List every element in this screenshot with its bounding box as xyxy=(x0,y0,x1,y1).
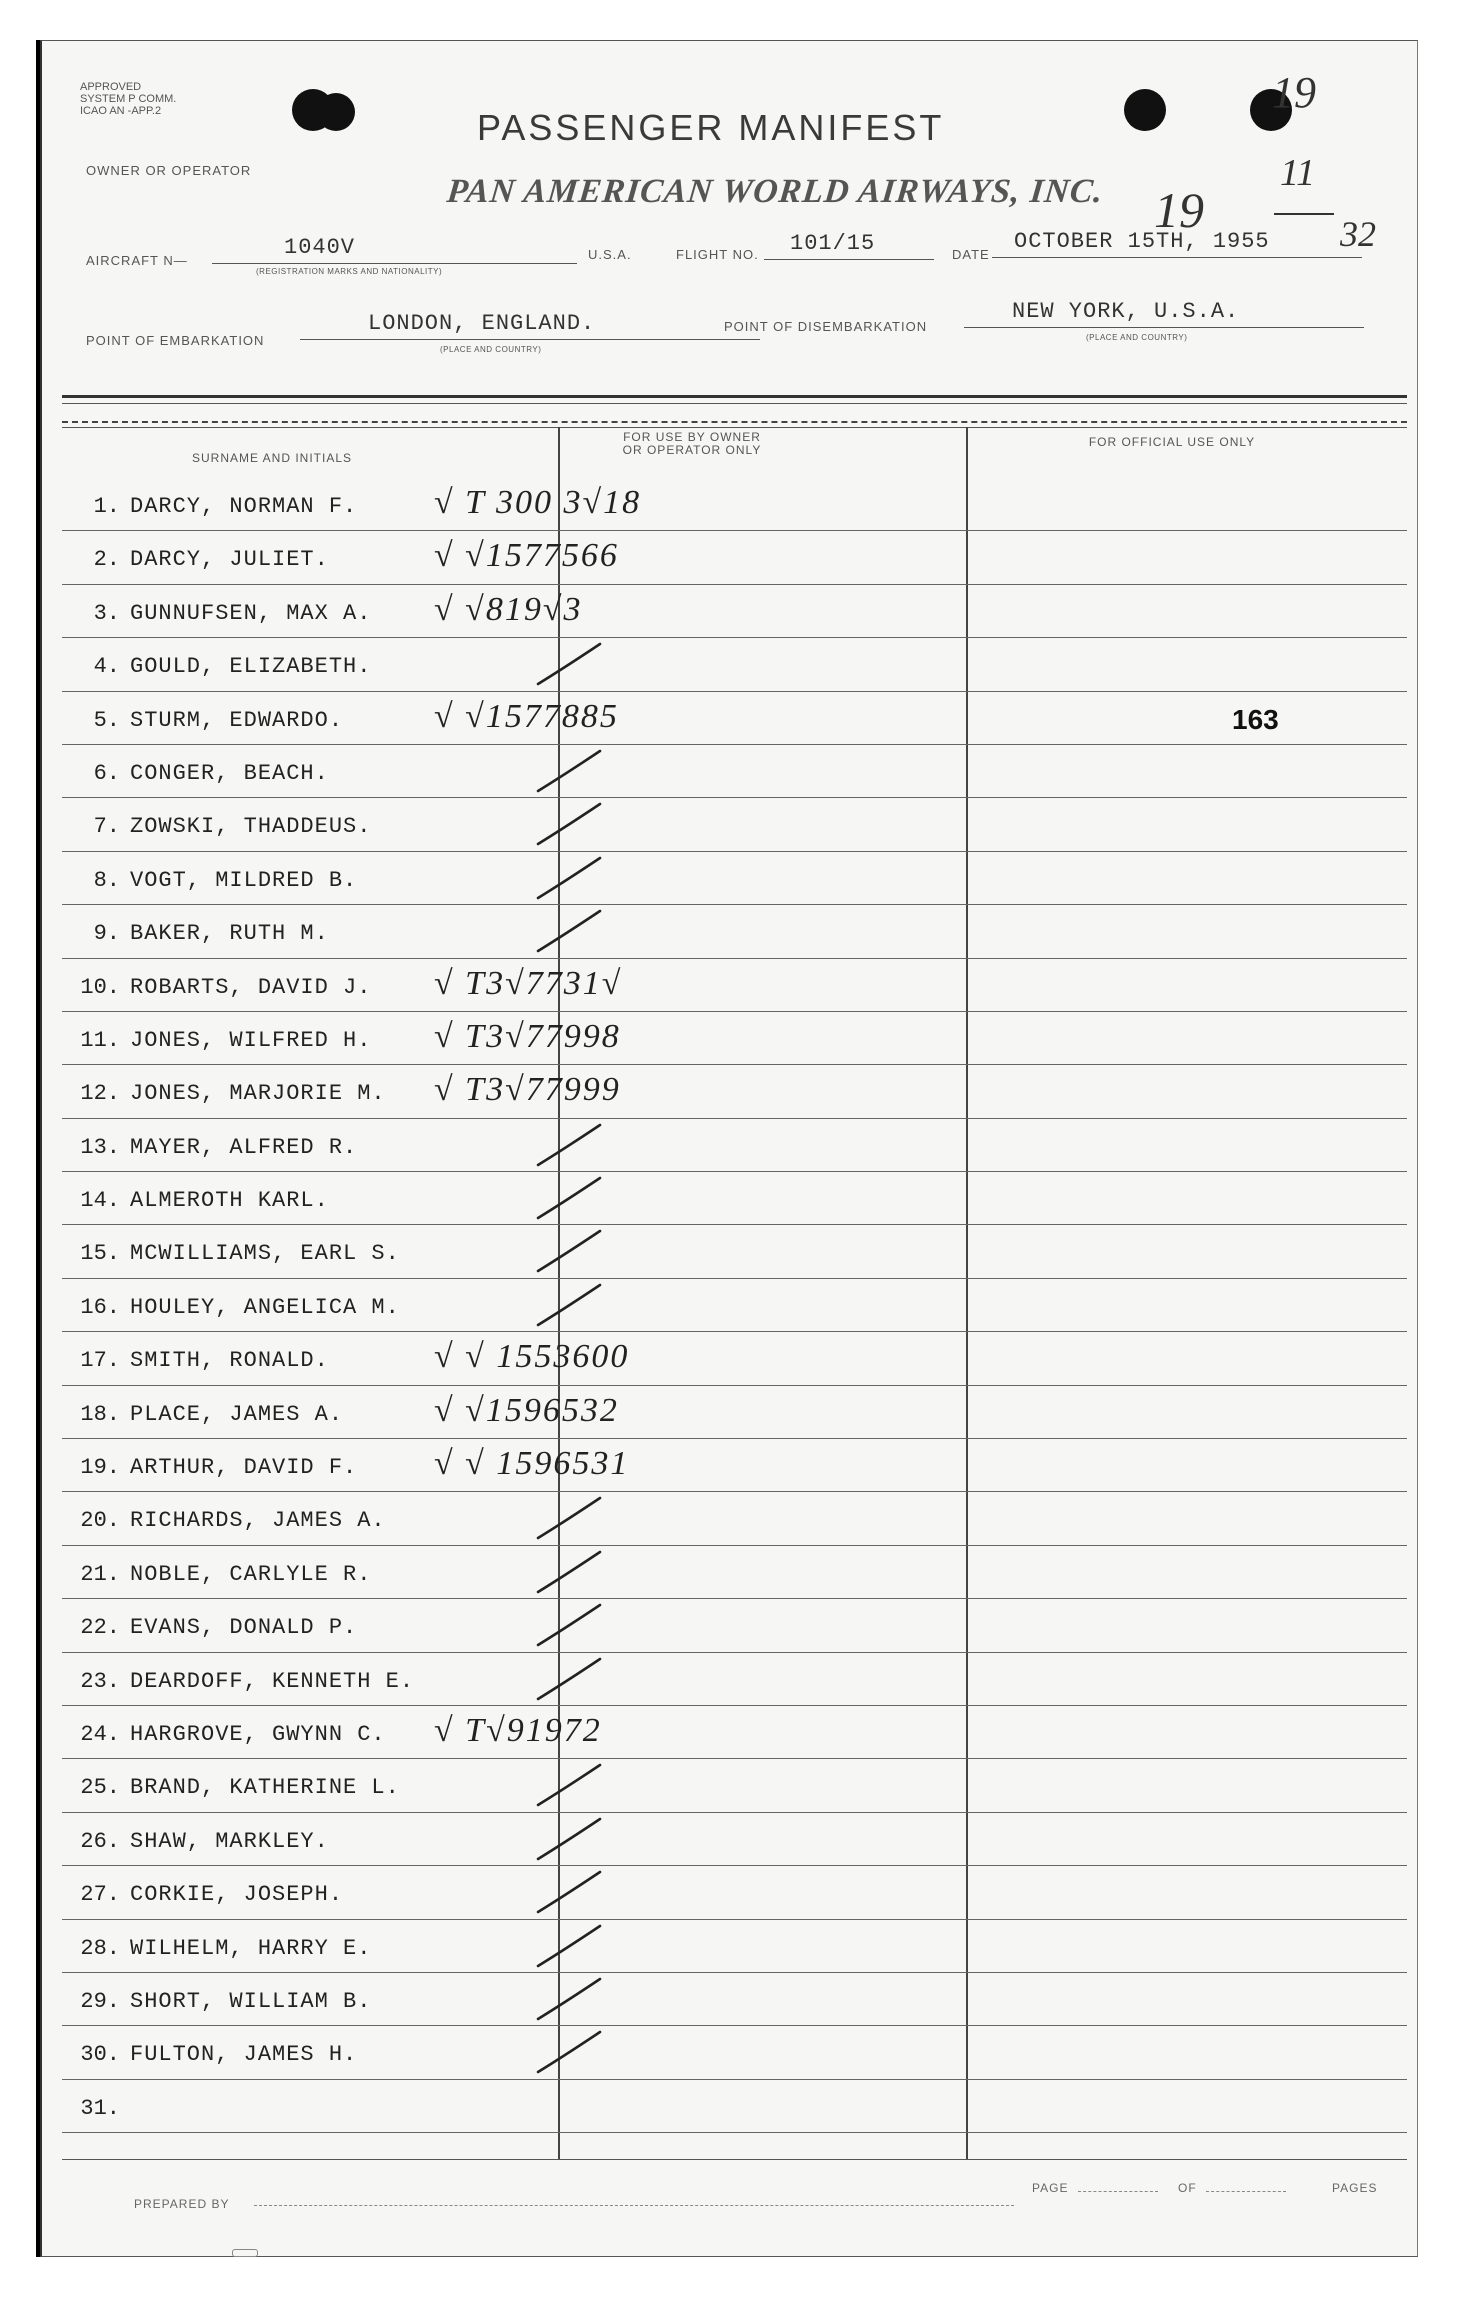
disembarkation-value: NEW YORK, U.S.A. xyxy=(1012,299,1240,324)
operator-notation: √ √819√3 xyxy=(434,590,583,628)
passenger-name: GOULD, ELIZABETH. xyxy=(130,654,372,680)
check-slash-mark xyxy=(534,1601,604,1649)
check-slash-mark xyxy=(534,1281,604,1329)
date-value: OCTOBER 15TH, 1955 xyxy=(1014,229,1270,254)
table-row xyxy=(62,1172,1407,1225)
embarkation-caption: (PLACE AND COUNTRY) xyxy=(440,345,542,354)
row-number: 26. xyxy=(80,1828,120,1854)
row-number: 20. xyxy=(80,1508,120,1534)
table-row xyxy=(62,745,1407,798)
column-header-official: FOR OFFICIAL USE ONLY xyxy=(1088,435,1256,449)
row-number: 19. xyxy=(80,1455,120,1481)
operator-notation: √ T 300 3√18 xyxy=(434,484,642,521)
of-underline xyxy=(1206,2191,1286,2192)
check-slash-mark xyxy=(534,747,604,795)
passenger-name: SMITH, RONALD. xyxy=(130,1348,329,1374)
operator-notation: √ T√91972 xyxy=(434,1711,602,1749)
disembarkation-label: POINT OF DISEMBARKATION xyxy=(724,319,928,334)
check-slash-mark xyxy=(534,1815,604,1863)
column-header-owner xyxy=(562,431,822,457)
aircraft-underline xyxy=(212,263,577,264)
table-row xyxy=(62,1225,1407,1278)
passenger-name: DARCY, NORMAN F. xyxy=(130,494,358,519)
table-rule-top-2 xyxy=(62,403,1407,404)
passenger-name: DARCY, JULIET. xyxy=(130,547,329,573)
row-number: 24. xyxy=(80,1721,120,1747)
check-slash-mark xyxy=(534,800,604,848)
check-slash-mark xyxy=(534,2028,604,2076)
table-row xyxy=(62,1065,1407,1118)
approval-line-3: ICAO AN -APP.2 xyxy=(80,105,162,117)
table-row xyxy=(62,1599,1407,1652)
flight-value: 101/15 xyxy=(790,231,876,256)
handwritten-number-a: 19 xyxy=(1272,68,1316,117)
row-number: 22. xyxy=(80,1615,120,1641)
table-row xyxy=(62,1973,1407,2026)
prepared-by-underline xyxy=(254,2205,1014,2206)
approval-line-1: APPROVED xyxy=(80,81,142,93)
row-number: 21. xyxy=(80,1561,120,1587)
passenger-name: HARGROVE, GWYNN C. xyxy=(130,1721,386,1747)
table-row xyxy=(62,1920,1407,1973)
passenger-name: BAKER, RUTH M. xyxy=(130,921,329,947)
handwritten-number-d: 32 xyxy=(1340,214,1376,254)
row-number: 30. xyxy=(80,2042,120,2068)
disembarkation-caption: (PLACE AND COUNTRY) xyxy=(1086,333,1188,342)
table-row xyxy=(62,1119,1407,1172)
row-rule xyxy=(62,2132,1407,2133)
check-slash-mark xyxy=(534,1121,604,1169)
table-row xyxy=(62,1279,1407,1332)
row-number: 6. xyxy=(93,760,120,786)
passenger-name: CORKIE, JOSEPH. xyxy=(130,1882,344,1908)
table-row xyxy=(62,1546,1407,1599)
row-number: 4. xyxy=(93,654,120,680)
handwritten-number-b: 19 xyxy=(1154,182,1204,238)
passenger-name: EVANS, DONALD P. xyxy=(130,1615,358,1641)
column-header-owner-line1: FOR USE BY OWNER xyxy=(623,430,761,444)
usa-label: U.S.A. xyxy=(588,247,632,262)
table-rule-top xyxy=(62,395,1407,398)
official-use-value: 163 xyxy=(1232,703,1279,735)
operator-notation: √ T3√77999 xyxy=(434,1071,621,1109)
date-underline xyxy=(992,257,1362,258)
table-row xyxy=(62,692,1407,745)
table-row xyxy=(62,585,1407,638)
passenger-name: ARTHUR, DAVID F. xyxy=(130,1455,358,1481)
table-row xyxy=(62,1332,1407,1385)
table-row xyxy=(62,478,1407,531)
operator-notation: √ √ 1553600 xyxy=(434,1338,630,1376)
table-rule-header-2 xyxy=(62,427,1407,428)
operator-notation: √ √1596532 xyxy=(434,1391,619,1429)
embarkation-underline xyxy=(300,339,760,340)
check-slash-mark xyxy=(534,1548,604,1596)
page-underline xyxy=(1078,2191,1158,2192)
passenger-name: MCWILLIAMS, EARL S. xyxy=(130,1241,400,1267)
check-slash-mark xyxy=(534,1761,604,1809)
flight-label: FLIGHT NO. xyxy=(676,247,759,262)
handwritten-number-c: 11 xyxy=(1280,152,1316,194)
passenger-name: NOBLE, CARLYLE R. xyxy=(130,1561,372,1587)
row-number: 25. xyxy=(80,1775,120,1801)
row-number: 2. xyxy=(93,547,120,573)
row-number: 17. xyxy=(80,1348,120,1374)
punch-hole-3 xyxy=(1124,89,1166,131)
passenger-name: ALMEROTH KARL. xyxy=(130,1188,329,1214)
check-slash-mark xyxy=(534,1655,604,1703)
operator-notation: √ T3√7731√ xyxy=(434,964,623,1002)
passenger-name: RICHARDS, JAMES A. xyxy=(130,1508,386,1534)
pages-label: PAGES xyxy=(1332,2181,1378,2195)
of-label: OF xyxy=(1178,2181,1197,2195)
fraction-bar xyxy=(1274,213,1334,215)
passenger-name: FULTON, JAMES H. xyxy=(130,2042,358,2068)
embarkation-value: LONDON, ENGLAND. xyxy=(368,311,596,336)
row-number: 15. xyxy=(80,1241,120,1267)
row-number: 23. xyxy=(80,1668,120,1694)
check-slash-mark xyxy=(534,1227,604,1275)
approval-block xyxy=(80,81,176,117)
table-row xyxy=(62,798,1407,851)
row-number: 10. xyxy=(80,974,120,1000)
passenger-name: BRAND, KATHERINE L. xyxy=(130,1775,400,1801)
table-row xyxy=(62,1492,1407,1545)
column-header-surname: SURNAME AND INITIALS xyxy=(191,451,353,465)
table-row xyxy=(62,1759,1407,1812)
table-row xyxy=(62,959,1407,1012)
table-row xyxy=(62,1866,1407,1919)
passenger-table xyxy=(62,478,1407,2133)
row-number: 27. xyxy=(80,1882,120,1908)
passenger-name: DEARDOFF, KENNETH E. xyxy=(130,1668,415,1694)
table-rule-header xyxy=(62,421,1407,423)
passenger-name: STURM, EDWARDO. xyxy=(130,707,344,733)
check-slash-mark xyxy=(534,1174,604,1222)
column-header-owner-line2: OR OPERATOR ONLY xyxy=(622,443,762,457)
table-row xyxy=(62,1813,1407,1866)
table-rule-bottom xyxy=(62,2159,1407,2160)
row-number: 28. xyxy=(80,1935,120,1961)
check-slash-mark xyxy=(534,640,604,688)
check-slash-mark xyxy=(534,1868,604,1916)
passenger-name: MAYER, ALFRED R. xyxy=(130,1134,358,1160)
date-label: DATE xyxy=(952,247,990,262)
row-number: 3. xyxy=(93,600,120,626)
passenger-name: JONES, MARJORIE M. xyxy=(130,1081,386,1107)
page-label: PAGE xyxy=(1032,2181,1069,2195)
table-row xyxy=(62,2080,1407,2133)
printer-mark xyxy=(232,2249,258,2257)
table-row xyxy=(62,2026,1407,2079)
aircraft-value: 1040V xyxy=(284,235,356,260)
row-number: 7. xyxy=(93,814,120,840)
row-number: 13. xyxy=(80,1134,120,1160)
passenger-name: PLACE, JAMES A. xyxy=(130,1401,344,1427)
row-number: 16. xyxy=(80,1294,120,1320)
embarkation-label: POINT OF EMBARKATION xyxy=(86,333,265,348)
table-row xyxy=(62,852,1407,905)
row-number: 12. xyxy=(80,1081,120,1107)
row-number: 8. xyxy=(93,867,120,893)
aircraft-label: AIRCRAFT N— xyxy=(86,253,188,268)
table-row xyxy=(62,1653,1407,1706)
registration-caption: (REGISTRATION MARKS AND NATIONALITY) xyxy=(256,267,443,276)
table-row xyxy=(62,1012,1407,1065)
passenger-name: JONES, WILFRED H. xyxy=(130,1027,372,1053)
check-slash-mark xyxy=(534,907,604,955)
row-number: 5. xyxy=(93,707,120,733)
row-number: 1. xyxy=(93,494,120,519)
passenger-name: ZOWSKI, THADDEUS. xyxy=(130,814,372,840)
passenger-name: SHAW, MARKLEY. xyxy=(130,1828,329,1854)
row-number: 11. xyxy=(80,1027,120,1053)
approval-line-2: SYSTEM P COMM. xyxy=(80,93,177,105)
row-number: 14. xyxy=(80,1188,120,1214)
row-number: 31. xyxy=(80,2095,120,2121)
check-slash-mark xyxy=(534,1922,604,1970)
passenger-name: GUNNUFSEN, MAX A. xyxy=(130,600,372,626)
passenger-name: ROBARTS, DAVID J. xyxy=(130,974,372,1000)
table-row xyxy=(62,638,1407,691)
passenger-name: CONGER, BEACH. xyxy=(130,760,329,786)
operator-notation: √ √1577566 xyxy=(434,537,619,575)
manifest-page xyxy=(40,40,1418,2257)
operator-notation: √ √1577885 xyxy=(434,697,619,735)
manifest-title: PASSENGER MANIFEST xyxy=(477,107,945,148)
passenger-name: HOULEY, ANGELICA M. xyxy=(130,1294,400,1320)
owner-label: OWNER OR OPERATOR xyxy=(86,163,252,178)
table-row xyxy=(62,905,1407,958)
check-slash-mark xyxy=(534,1494,604,1542)
check-slash-mark xyxy=(534,854,604,902)
operator-notation: √ √ 1596531 xyxy=(434,1445,630,1483)
table-row xyxy=(62,1386,1407,1439)
punch-hole-2 xyxy=(317,93,355,131)
prepared-by-label: PREPARED BY xyxy=(134,2197,230,2211)
table-row xyxy=(62,531,1407,584)
flight-underline xyxy=(764,259,934,260)
passenger-name: WILHELM, HARRY E. xyxy=(130,1935,372,1961)
row-number: 18. xyxy=(80,1401,120,1427)
row-number: 29. xyxy=(80,1988,120,2014)
passenger-name: SHORT, WILLIAM B. xyxy=(130,1988,372,2014)
disembarkation-underline xyxy=(964,327,1364,328)
operator-notation: √ T3√77998 xyxy=(434,1017,621,1055)
check-slash-mark xyxy=(534,1975,604,2023)
table-row xyxy=(62,1706,1407,1759)
airline-name: PAN AMERICAN WORLD AIRWAYS, INC. xyxy=(445,173,1106,210)
row-number: 9. xyxy=(93,921,120,947)
passenger-name: VOGT, MILDRED B. xyxy=(130,867,358,893)
table-row xyxy=(62,1439,1407,1492)
